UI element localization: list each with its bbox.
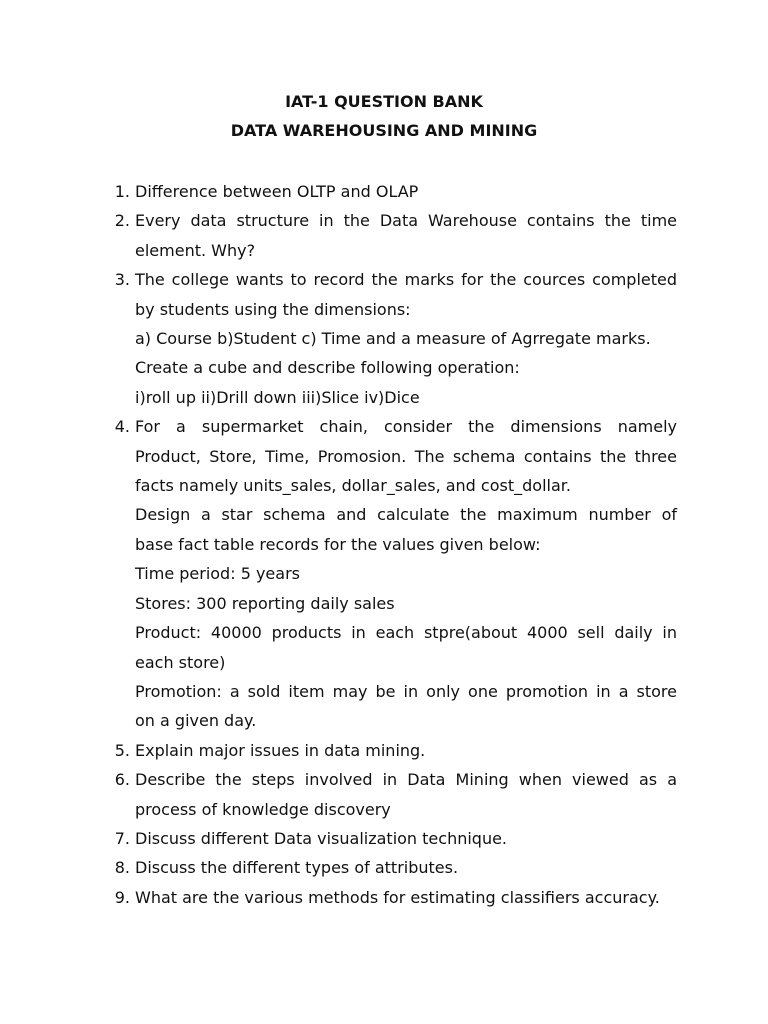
question-text-line: process of knowledge discovery (135, 799, 391, 819)
question-item (0, 883, 768, 912)
question-number: 3. (114, 270, 130, 290)
question-number: 8. (114, 858, 130, 878)
question-text-line: i)roll up ii)Drill down iii)Slice iv)Dice (135, 387, 420, 407)
question-text-line: element. Why? (135, 240, 256, 260)
question-item (0, 765, 768, 824)
question-text (135, 736, 677, 765)
question-text (135, 412, 677, 735)
question-text-line: Promotion: a sold item may be in only one promotion in a store (135, 681, 677, 701)
question-number: 1. (114, 182, 130, 201)
question-number: 7. (114, 828, 130, 848)
question-text (135, 765, 677, 824)
question-text-line: Design a star schema and calculate the maximum number of (135, 505, 677, 525)
question-text (135, 265, 677, 412)
question-text (135, 883, 677, 912)
question-text-line: Product: 40000 products in each stpre(about 4000 sell daily in (135, 623, 677, 643)
question-item (0, 206, 768, 265)
question-text-line: Every data structure in the Data Warehouse contains the time (135, 211, 677, 231)
question-text (135, 206, 677, 265)
question-text-line: on a given day. (135, 711, 257, 731)
question-text-line: Difference between OLTP and OLAP (135, 182, 419, 201)
question-list (0, 177, 768, 912)
question-number: 2. (114, 211, 130, 231)
question-text-line: Product, Store, Time, Promosion. The schema contains the three (135, 446, 677, 466)
question-text (135, 177, 677, 206)
question-text-line: facts namely units_sales, dollar_sales, and cost_dollar. (135, 476, 571, 496)
question-item (0, 412, 768, 735)
question-text-line: Explain major issues in data mining. (135, 740, 426, 760)
question-number: 9. (114, 887, 130, 907)
question-text-line: The college wants to record the marks for the cources completed (135, 270, 677, 290)
question-text-line: Discuss the different types of attributes. (135, 858, 459, 878)
question-text-line: Stores: 300 reporting daily sales (135, 593, 395, 613)
document-subtitle: DATA WAREHOUSING AND MINING (230, 121, 538, 140)
question-number: 4. (114, 417, 130, 437)
question-text-line: For a supermarket chain, consider the dimensions namely (135, 417, 677, 437)
document-title: IAT-1 QUESTION BANK (285, 92, 483, 111)
question-text-line: each store) (135, 652, 226, 672)
question-text (135, 853, 677, 882)
question-text-line: Discuss different Data visualization technique. (135, 828, 508, 848)
question-text (135, 824, 677, 853)
question-item (0, 177, 768, 206)
question-text-line: Time period: 5 years (135, 564, 300, 584)
question-text-line: base fact table records for the values given below: (135, 534, 541, 554)
question-number: 6. (114, 770, 130, 790)
question-text-line: Create a cube and describe following operation: (135, 358, 520, 378)
question-item (0, 736, 768, 765)
question-number: 5. (114, 740, 130, 760)
question-text-line: Describe the steps involved in Data Mining when viewed as a (135, 770, 677, 790)
question-item (0, 824, 768, 853)
question-text-line: a) Course b)Student c) Time and a measure of Agrregate marks. (135, 329, 651, 349)
question-text-line: by students using the dimensions: (135, 299, 411, 319)
question-item (0, 265, 768, 412)
question-item (0, 853, 768, 882)
question-text-line: What are the various methods for estimating classifiers accuracy. (135, 887, 660, 907)
